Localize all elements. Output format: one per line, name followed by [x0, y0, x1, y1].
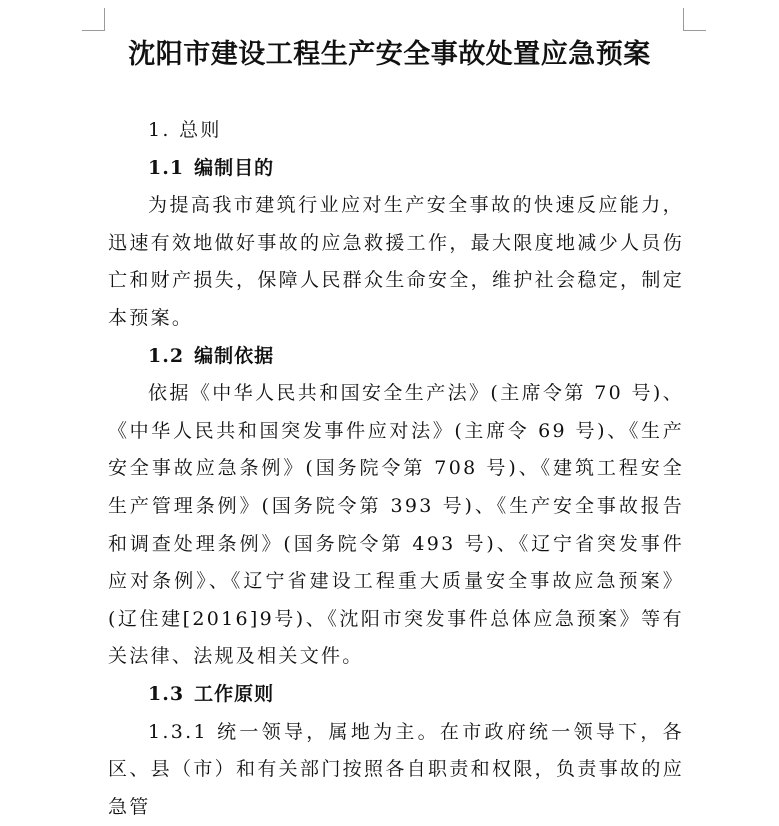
document-title: 沈阳市建设工程生产安全事故处置应急预案: [0, 32, 779, 71]
paragraph-principles: 1.3.1 统一领导，属地为主。在市政府统一领导下，各区、县（市）和有关部门按照各自职责和权限，负责事故的应急管: [108, 714, 684, 826]
section-heading-purpose: [108, 150, 684, 188]
section-heading-principles: [108, 676, 684, 714]
section-title-1-2: 编制依据: [194, 345, 274, 367]
section-title-1-3: 工作原则: [194, 683, 274, 705]
section-number-1-1: 1.1: [148, 157, 184, 179]
paragraph-purpose: 为提高我市建筑行业应对生产安全事故的快速反应能力，迅速有效地做好事故的应急救援工作，最大限度地减少人员伤亡和财产损失，保障人民群众生命安全，维护社会稳定，制定本预案。: [108, 187, 684, 337]
crop-mark-top-left: [82, 8, 105, 31]
document-body: [108, 112, 684, 826]
crop-mark-top-right: [683, 8, 706, 31]
section-number-1-2: 1.2: [148, 345, 184, 367]
section-heading-general: 1. 总则: [108, 112, 684, 150]
section-number-1-3: 1.3: [148, 683, 184, 705]
paragraph-basis: 依据《中华人民共和国安全生产法》(主席令第 70 号)、《中华人民共和国突发事件应对法》(主席令 69 号)、《生产安全事故应急条例》(国务院令第 708 号)、《建筑工程安全生产管理条例》(国务院令第 393 号)、《生产安全事故报告和调查处理条例》(国务院令第 493 号)、《辽宁省突发事件应对条例》、《辽宁省建设工程重大质量安全事故应急预案》(辽住建[2016]9号)、《沈阳市突发事件总体应急预案》等有关法律、法规及相关文件。: [108, 375, 684, 676]
section-heading-basis: [108, 338, 684, 376]
section-title-1-1: 编制目的: [194, 157, 274, 179]
